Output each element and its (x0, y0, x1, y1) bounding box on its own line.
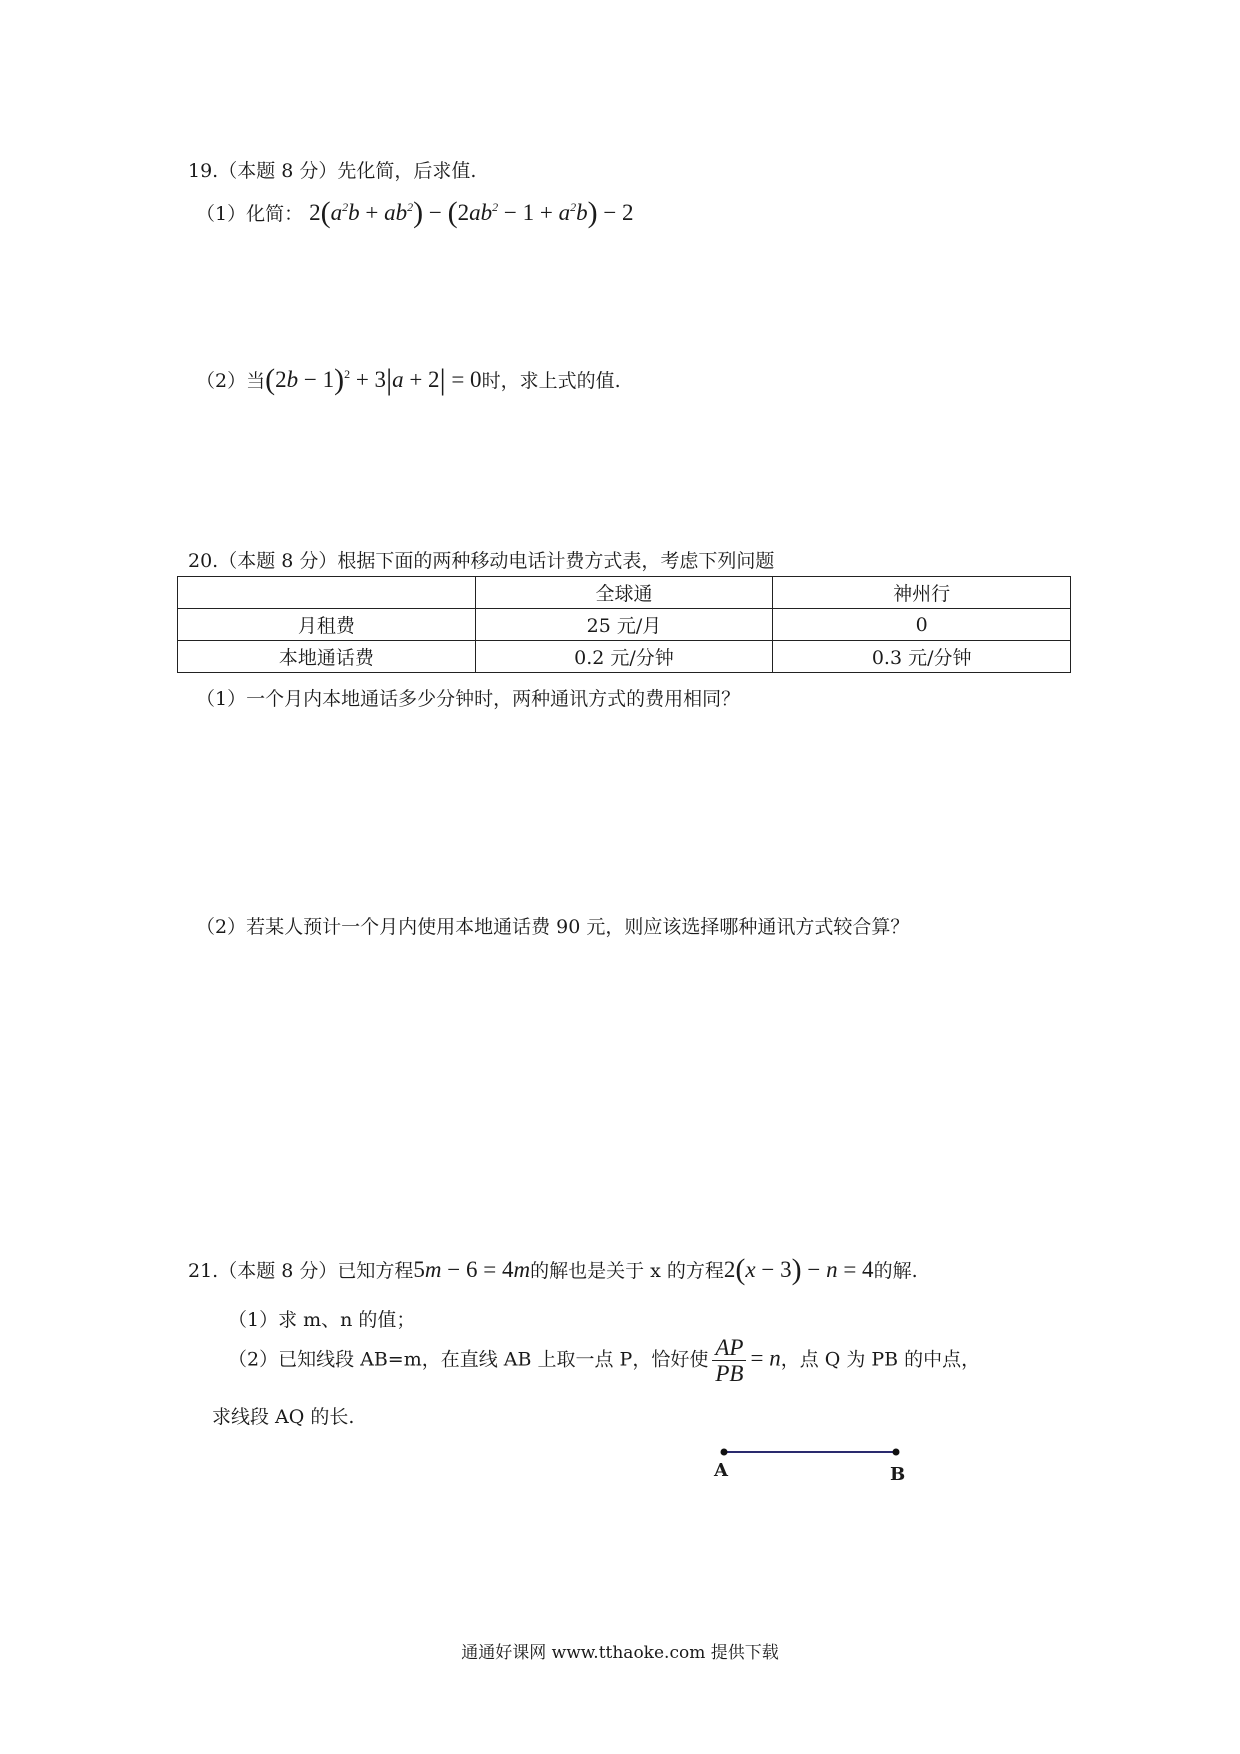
q19-part2 (196, 363, 621, 397)
fraction-numerator: AP (712, 1335, 746, 1361)
table-cell: 0 (773, 609, 1071, 641)
q21-part2-b: ，点 Q 为 PB 的中点， (780, 1348, 981, 1371)
table-header-row (178, 577, 1071, 609)
q21-equation-2: 2(x − 3) − n = 4 (723, 1253, 874, 1286)
table-header-cell: 全球通 (475, 577, 773, 609)
fraction-denominator: PB (715, 1361, 744, 1386)
point-a-label: A (714, 1460, 728, 1481)
q19-title: 19.（本题 8 分）先化简，后求值. (188, 160, 477, 182)
point-b-label: B (890, 1464, 906, 1485)
table-row (178, 641, 1071, 673)
q21-part2-continued: 求线段 AQ 的长. (212, 1406, 355, 1428)
table-cell: 0.3 元/分钟 (773, 641, 1071, 673)
q19-condition: $(2b - 1)^2 + 3|a + 2| = 0$ (265, 363, 482, 396)
table-row (178, 609, 1071, 641)
table-cell: 本地通话费 (178, 641, 476, 673)
table-header-cell: 神州行 (773, 577, 1071, 609)
table-cell: 0.2 元/分钟 (475, 641, 773, 673)
point-a-dot (721, 1449, 728, 1456)
q19-part1-label: （1）化简： (196, 203, 304, 225)
fee-table (177, 576, 1071, 673)
q20-title: 20.（本题 8 分）根据下面的两种移动电话计费方式表，考虑下列问题 (188, 550, 775, 572)
fraction-equals-n: = n (750, 1345, 781, 1371)
q19-expression: $2(a^2b + ab^2) - (2ab^2 - 1 + a^2b) - 2$ (309, 196, 634, 229)
q19-part2-suffix: 时，求上式的值. (481, 370, 621, 392)
q21-part2 (228, 1335, 980, 1386)
point-b-dot (893, 1449, 900, 1456)
q21-equation-1: 5m − 6 = 4m (413, 1257, 531, 1282)
q21-part1: （1）求 m、n 的值； (228, 1309, 416, 1331)
q21-title-b: 的解也是关于 x 的方程 (530, 1260, 724, 1282)
table-header-cell (178, 577, 476, 609)
table-cell: 25 元/月 (475, 609, 773, 641)
page-footer: 通通好课网 www.tthaoke.com 提供下载 (461, 1643, 779, 1663)
q19-part1 (196, 196, 634, 230)
segment-ab-figure (700, 1440, 920, 1480)
q20-part2: （2）若某人预计一个月内使用本地通话费 90 元，则应该选择哪种通讯方式较合算？ (196, 916, 910, 938)
ratio-fraction (712, 1335, 746, 1386)
q20-part1: （1）一个月内本地通话多少分钟时，两种通讯方式的费用相同？ (196, 688, 741, 710)
q21-part2-a: （2）已知线段 AB=m，在直线 AB 上取一点 P，恰好使 (228, 1348, 709, 1371)
q21-title (188, 1253, 918, 1287)
q19-part2-label: （2）当 (196, 370, 266, 392)
q21-title-a: 21.（本题 8 分）已知方程 (188, 1260, 414, 1282)
table-cell: 月租费 (178, 609, 476, 641)
q21-title-c: 的解. (873, 1260, 918, 1282)
